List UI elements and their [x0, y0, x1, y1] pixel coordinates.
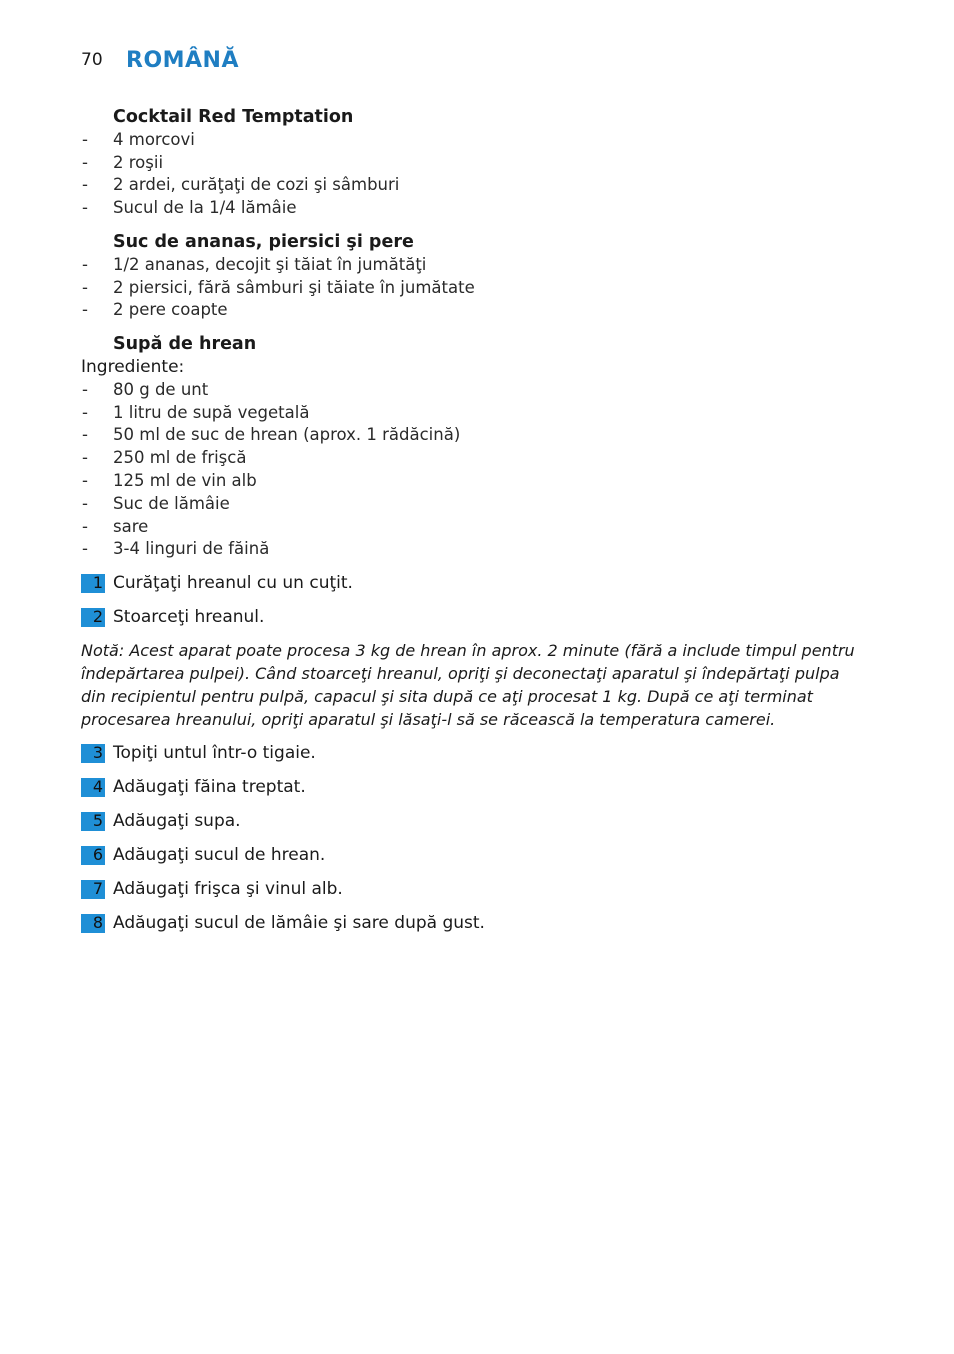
step-number-badge: 3 — [81, 744, 105, 763]
list-item — [81, 424, 871, 447]
list-item — [81, 174, 871, 197]
list-item — [81, 402, 871, 425]
recipe-title: Suc de ananas, piersici şi pere — [113, 231, 414, 252]
dash-bullet: - — [82, 539, 88, 559]
dash-bullet: - — [82, 175, 88, 195]
list-item-text: 2 piersici, fără sâmburi şi tăiate în jumătate — [113, 277, 475, 297]
recipe-title: Supă de hrean — [113, 334, 257, 355]
dash-bullet: - — [82, 493, 88, 513]
recipe-cocktail — [81, 106, 871, 220]
steps-group-b — [81, 742, 871, 934]
step-text: Adăugaţi făina treptat. — [113, 776, 306, 797]
step-6 — [81, 844, 871, 866]
list-item-text: sare — [113, 516, 149, 536]
page-content — [81, 106, 871, 946]
list-item — [81, 299, 871, 322]
step-3 — [81, 742, 871, 764]
list-item-text: 250 ml de frişcă — [113, 448, 247, 468]
step-text: Adăugaţi sucul de hrean. — [113, 844, 326, 865]
list-item — [81, 516, 871, 539]
list-item — [81, 493, 871, 516]
step-2 — [81, 606, 871, 628]
list-item — [81, 197, 871, 220]
page-header — [81, 44, 239, 76]
dash-bullet: - — [82, 300, 88, 320]
step-text: Adăugaţi frişca şi vinul alb. — [113, 878, 343, 899]
list-item — [81, 470, 871, 493]
recipe-title: Cocktail Red Temptation — [113, 107, 354, 127]
step-number-badge: 1 — [81, 574, 105, 593]
list-item — [81, 152, 871, 175]
list-item-text: 4 morcovi — [113, 129, 195, 149]
dash-bullet: - — [82, 448, 88, 468]
ingredient-list — [81, 379, 871, 561]
list-item-text: Suc de lămâie — [113, 493, 230, 513]
dash-bullet: - — [82, 152, 88, 172]
step-1 — [81, 572, 871, 594]
list-item-text: 2 roşii — [113, 152, 164, 172]
step-5 — [81, 810, 871, 832]
list-item — [81, 129, 871, 152]
list-item — [81, 538, 871, 561]
step-text: Curăţaţi hreanul cu un cuţit. — [113, 572, 353, 593]
list-item-text: 80 g de unt — [113, 379, 209, 399]
dash-bullet: - — [82, 254, 88, 274]
list-item-text: 1/2 ananas, decojit şi tăiat în jumătăţi — [113, 254, 427, 274]
page-number: 70 — [81, 50, 103, 70]
step-text: Topiţi untul într-o tigaie. — [113, 742, 316, 763]
ingredient-list — [81, 129, 871, 220]
list-item — [81, 277, 871, 300]
step-8 — [81, 912, 871, 934]
language-title: ROMÂNĂ — [126, 47, 239, 73]
step-number-badge: 7 — [81, 880, 105, 899]
step-number-badge: 2 — [81, 608, 105, 627]
step-number-badge: 8 — [81, 914, 105, 933]
list-item — [81, 447, 871, 470]
step-text: Stoarceţi hreanul. — [113, 606, 265, 627]
list-item — [81, 379, 871, 402]
dash-bullet: - — [82, 277, 88, 297]
list-item-text: 50 ml de suc de hrean (aprox. 1 rădăcină) — [113, 425, 461, 445]
list-item — [81, 254, 871, 277]
note-text: Notă: Acest aparat poate procesa 3 kg de hrean în aprox. 2 minute (fără a include timpul pentru îndepărtarea pulpei). Când stoarceţi hreanul, opriţi şi deconectaţi aparatul şi îndepărtaţi pulpa din recipientul pentru pulpă, capacul şi sita după ce aţi procesat 1 kg. După ce aţi terminat procesarea hreanului, opriţi aparatul şi lăsaţi-l să se răcească la temperatura camerei. — [81, 641, 855, 729]
recipe-juice — [81, 231, 871, 322]
steps-group-a — [81, 572, 871, 628]
ingredients-label: Ingrediente: — [81, 356, 185, 377]
dash-bullet: - — [82, 470, 88, 490]
ingredient-list — [81, 254, 871, 322]
dash-bullet: - — [82, 129, 88, 149]
step-number-badge: 5 — [81, 812, 105, 831]
step-4 — [81, 776, 871, 798]
dash-bullet: - — [82, 198, 88, 218]
list-item-text: Sucul de la 1/4 lămâie — [113, 198, 297, 218]
recipe-soup — [81, 333, 871, 561]
dash-bullet: - — [82, 516, 88, 536]
list-item-text: 1 litru de supă vegetală — [113, 402, 310, 422]
list-item-text: 2 ardei, curăţaţi de cozi şi sâmburi — [113, 175, 400, 195]
list-item-text: 2 pere coapte — [113, 300, 228, 320]
step-text: Adăugaţi sucul de lămâie şi sare după gust. — [113, 912, 485, 933]
dash-bullet: - — [82, 402, 88, 422]
step-number-badge: 4 — [81, 778, 105, 797]
list-item-text: 3-4 linguri de făină — [113, 539, 270, 559]
dash-bullet: - — [82, 425, 88, 445]
step-7 — [81, 878, 871, 900]
dash-bullet: - — [82, 379, 88, 399]
step-number-badge: 6 — [81, 846, 105, 865]
step-text: Adăugaţi supa. — [113, 810, 241, 831]
list-item-text: 125 ml de vin alb — [113, 470, 257, 490]
